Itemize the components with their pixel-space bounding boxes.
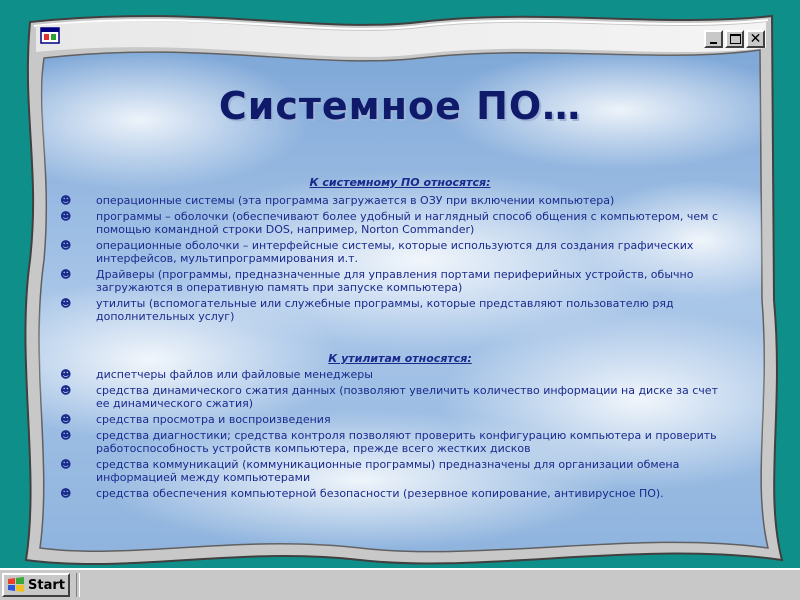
list-item [60,429,720,455]
start-label: Start [28,577,65,593]
list-item-text: Драйверы (программы, предназначенные для управления портами периферийных устройств, обычно загружаются в оперативную память при запуске компьютера) [96,268,694,294]
bullet-icon: ☻ [60,487,72,500]
list-item [60,487,720,500]
list-item [60,268,720,294]
list-item [60,384,720,410]
list-item-text: диспетчеры файлов или файловые менеджеры [96,368,373,381]
slide-content [60,70,740,550]
taskbar [0,568,800,600]
bullet-icon: ☻ [60,194,72,207]
list-item-text: средства коммуникаций (коммуникационные программы) предназначены для организации обмена информацией между компьютерами [96,458,680,484]
list-item-text: средства динамического сжатия данных (позволяют увеличить количество информации на диске за счет ее динамического сжатия) [96,384,718,410]
list-item [60,194,720,207]
bullet-icon: ☻ [60,384,72,397]
start-button[interactable] [2,573,70,597]
list-item [60,210,720,236]
list-item-text: средства диагностики; средства контроля позволяют проверить конфигурацию компьютера и проверить работоспособность устройств компьютера, прежде всего жестких дисков [96,429,717,455]
list-item-text: средства обеспечения компьютерной безопасности (резервное копирование, антивирусное ПО). [96,487,664,500]
close-button[interactable]: ✕ [746,30,765,48]
section-heading-utilities: К утилитам относятся: [328,352,472,365]
list-item-text: средства просмотра и воспроизведения [96,413,331,426]
list-item [60,297,720,323]
taskbar-separator [76,573,80,597]
maximize-button[interactable] [725,30,744,48]
bullet-icon: ☻ [60,368,72,381]
bullet-icon: ☻ [60,413,72,426]
system-software-list [60,194,720,326]
utilities-list [60,368,720,503]
list-item [60,239,720,265]
bullet-icon: ☻ [60,268,72,281]
app-icon-graphic [40,26,60,46]
bullet-icon: ☻ [60,210,72,223]
slide-title: Системное ПО… [218,84,582,128]
list-item [60,413,720,426]
bullet-icon: ☻ [60,239,72,252]
list-item-text: утилиты (вспомогательные или служебные программы, которые представляют пользователю ряд дополнительных услуг) [96,297,674,323]
minimize-button[interactable] [704,30,723,48]
list-item [60,368,720,381]
list-item-text: программы – оболочки (обеспечивают более удобный и наглядный способ общения с компьютером, чем с помощью командной строки DOS, например, Norton Commander) [96,210,719,236]
window-controls [704,30,767,48]
bullet-icon: ☻ [60,297,72,310]
window-app-icon[interactable] [40,26,60,46]
section-heading-system-software: К системному ПО относятся: [309,176,491,189]
windows-logo-icon [7,577,25,593]
bullet-icon: ☻ [60,429,72,442]
list-item [60,458,720,484]
bullet-icon: ☻ [60,458,72,471]
list-item-text: операционные оболочки – интерфейсные системы, которые используются для создания графических интерфейсов, мультипрограммирования и.т. [96,239,694,265]
list-item-text: операционные системы (эта программа загружается в ОЗУ при включении компьютера) [96,194,615,207]
